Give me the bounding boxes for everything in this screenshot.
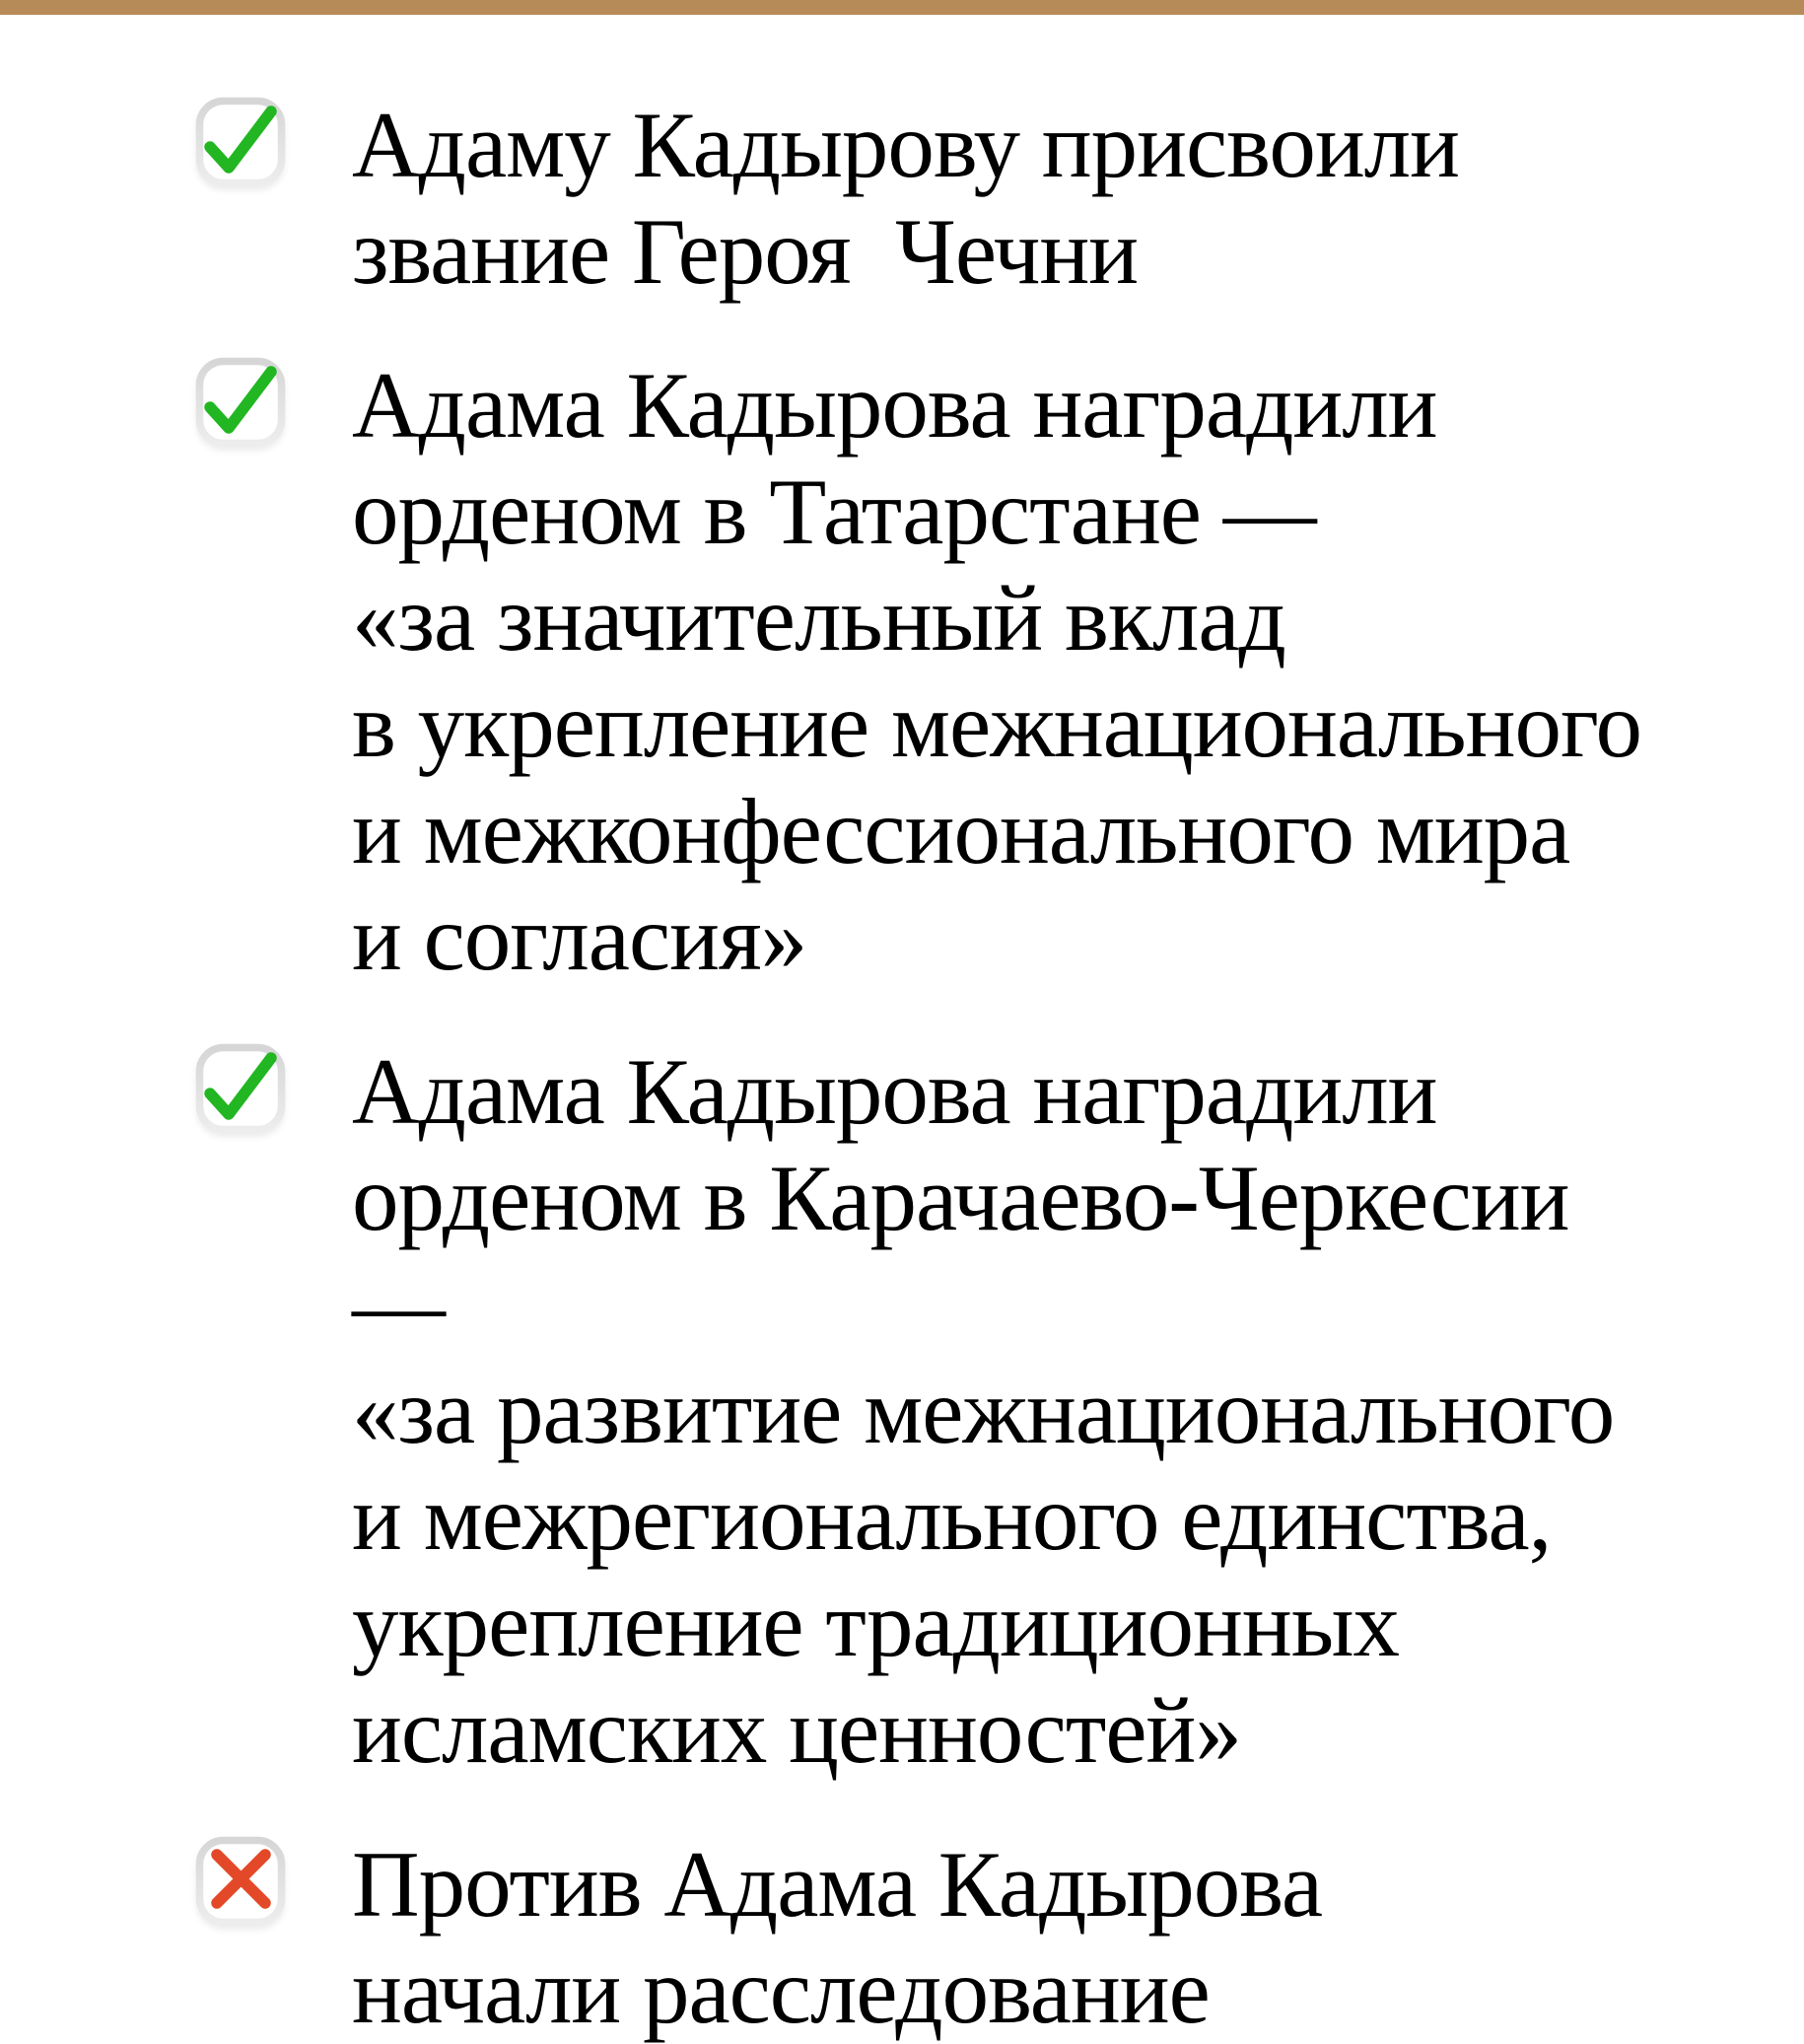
check-icon (195, 1043, 286, 1134)
item-line: Против Адама Кадырова (352, 1832, 1323, 1937)
top-accent-bar (0, 0, 1804, 15)
item-line: укрепление традиционных (352, 1572, 1400, 1676)
list-item (195, 92, 1646, 305)
list-item (195, 1831, 1646, 2044)
check-icon (195, 97, 286, 187)
list-item (195, 352, 1646, 991)
cross-icon (195, 1836, 286, 1927)
item-line: исламских ценностей» (352, 1678, 1241, 1783)
item-text (352, 352, 1641, 991)
item-line: и согласия» (352, 885, 807, 990)
item-line: Адама Кадырова наградили (352, 353, 1437, 458)
item-line: орденом в Татарстане — (352, 459, 1316, 564)
item-line: и межрегионального единства, (352, 1465, 1552, 1570)
item-line: «за развитие межнационального (352, 1359, 1615, 1463)
item-text (352, 1038, 1646, 1784)
list-item (195, 1038, 1646, 1784)
check-icon (195, 357, 286, 448)
item-line: и межконфессионального мира (352, 779, 1570, 883)
item-line: Адама Кадырова наградили (352, 1039, 1437, 1144)
item-text (352, 92, 1459, 305)
item-line: орденом в Карачаево-Черкесии — (352, 1146, 1592, 1357)
checklist (0, 15, 1804, 2044)
item-line: Адаму Кадырову присвоили (352, 93, 1459, 197)
item-text (352, 1831, 1322, 2044)
item-line: звание Героя Чечни (352, 199, 1139, 304)
item-line: начали расследование (352, 1938, 1210, 2043)
item-line: «за значительный вклад (352, 566, 1285, 670)
item-line: в укрепление межнационального (352, 672, 1642, 777)
